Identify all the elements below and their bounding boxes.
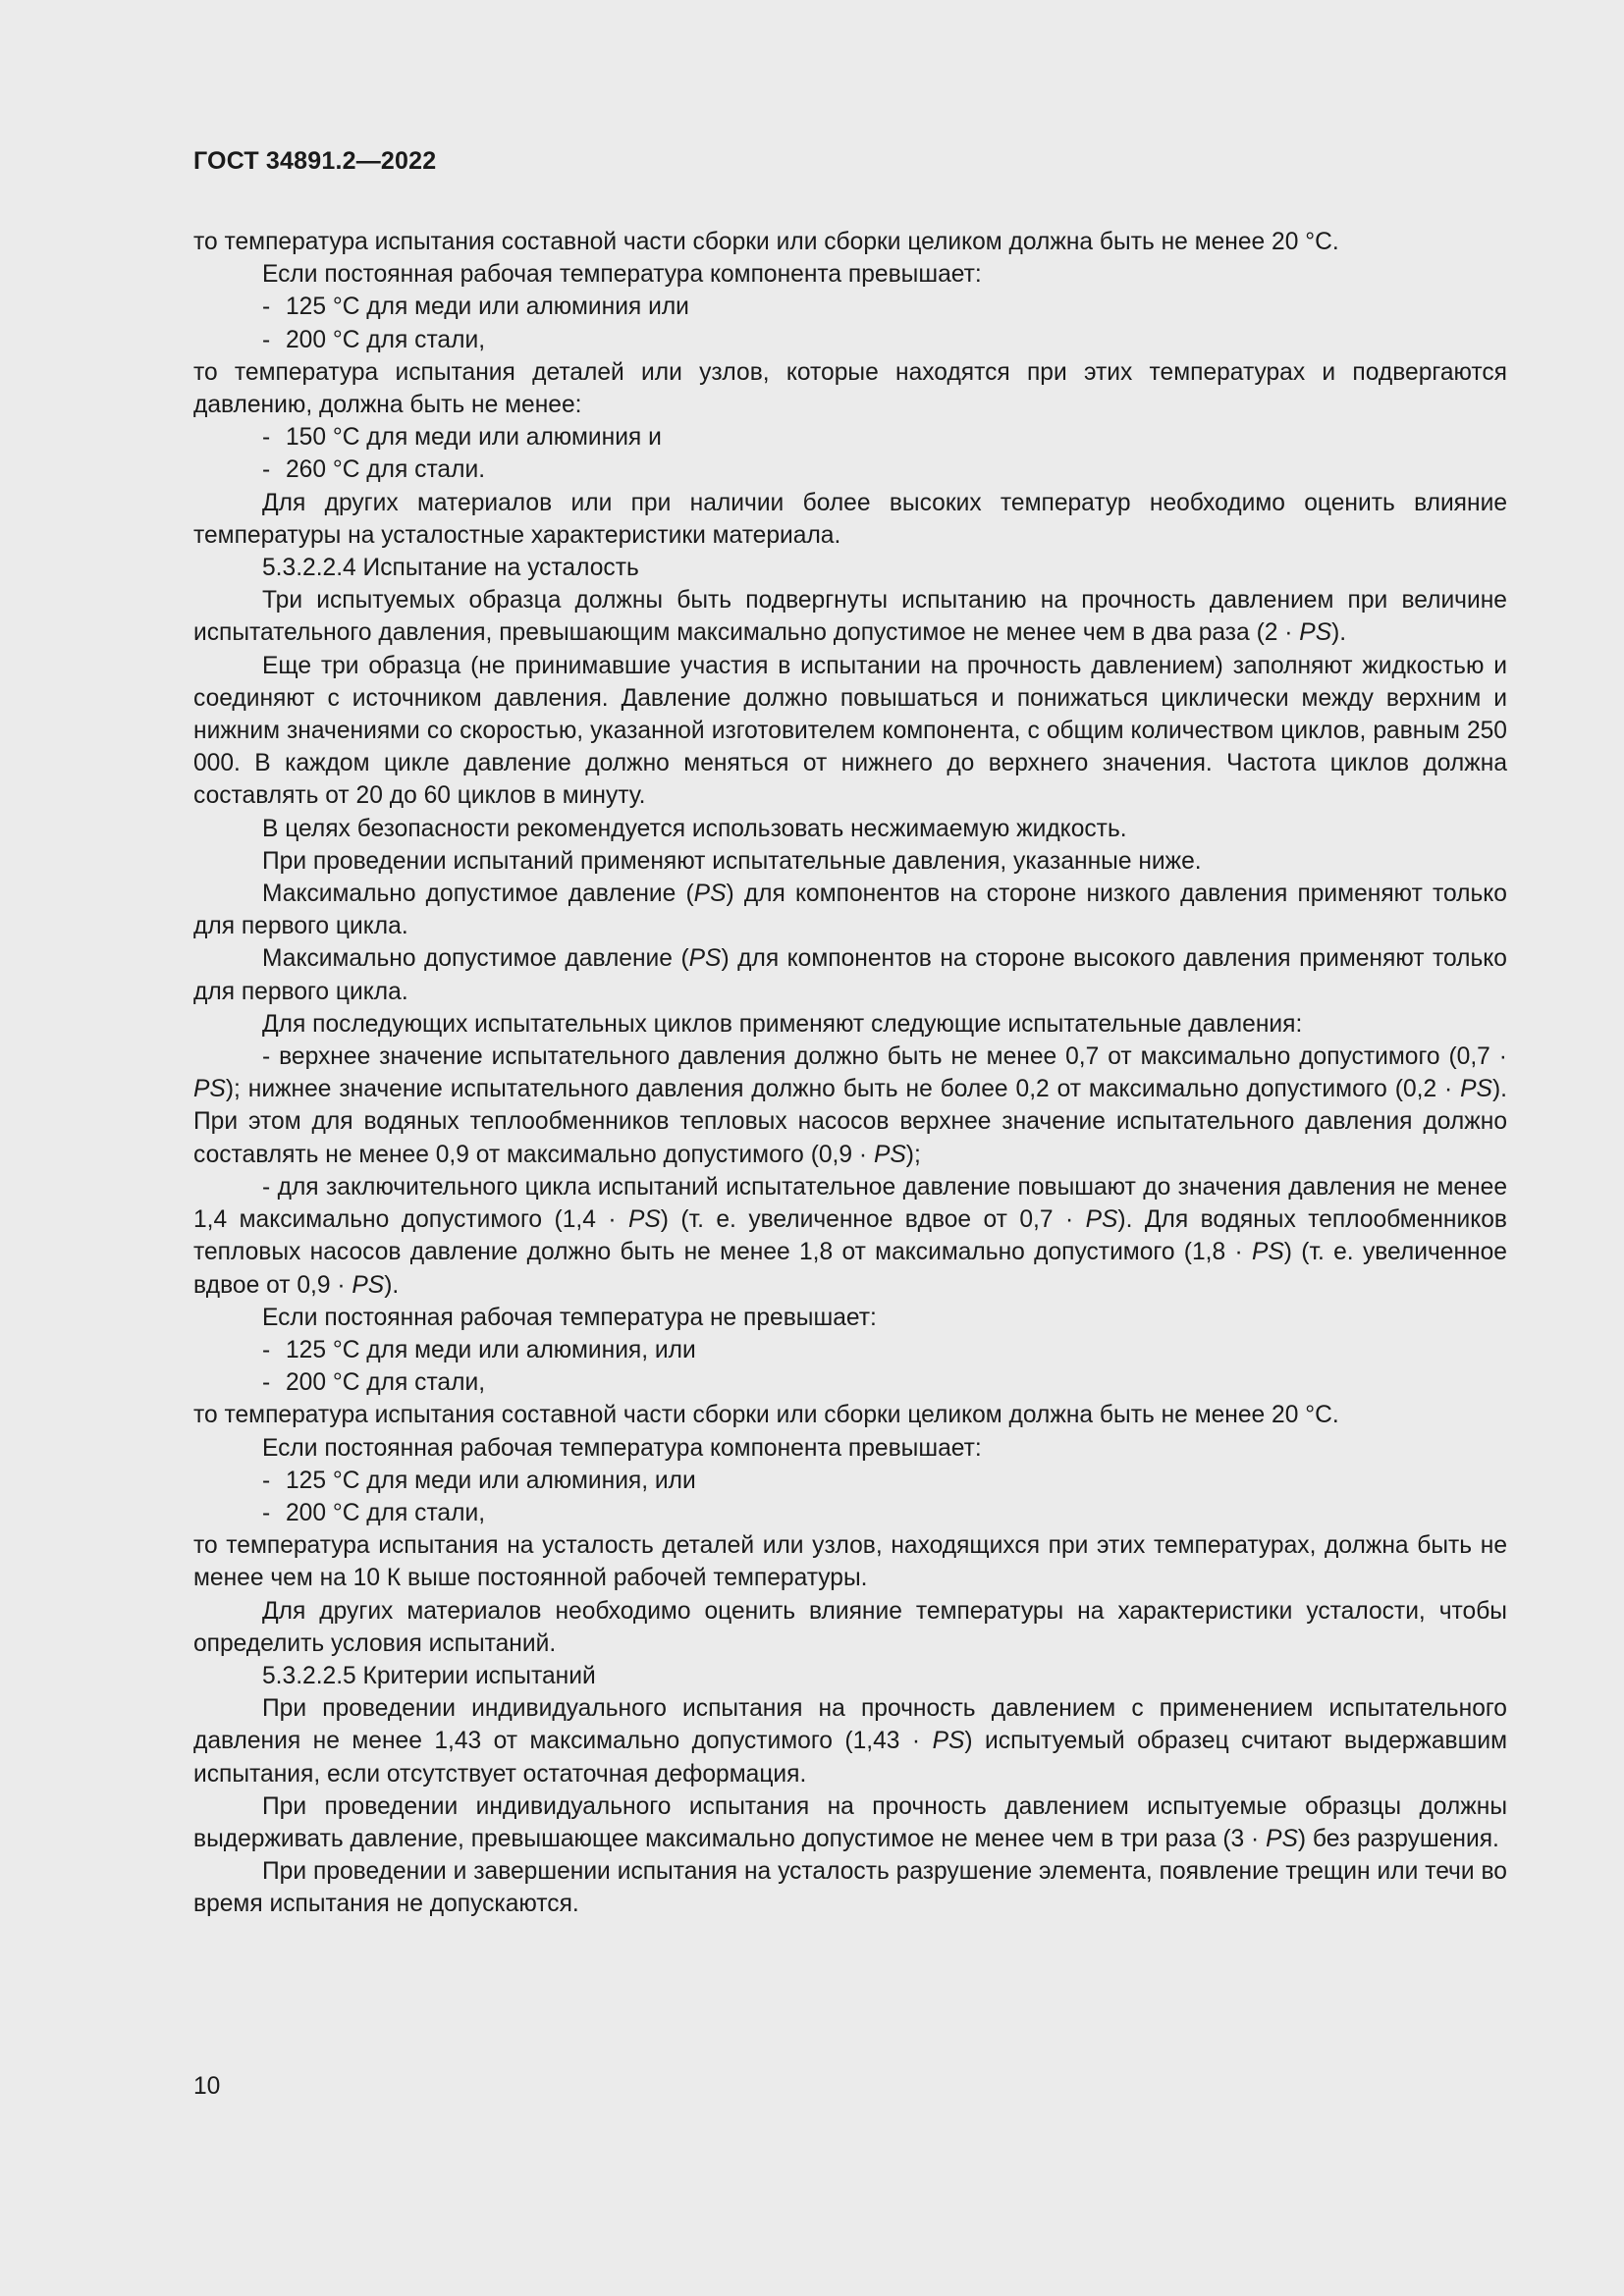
paragraph: Если постоянная рабочая температура компонента превышает:: [262, 261, 982, 289]
paragraph: При проведении индивидуального испытания на прочность давлением с применением испытательного давления не менее 1,43 от максимально допустимого (1,43 · PS) испытуемый образец считают выдержавшим испытания, если отсутствует остаточная деформация.: [193, 1695, 1508, 1788]
paragraph: При проведении и завершении испытания на усталость разрушение элемента, появление трещин или течи во время испытания не допускаются.: [193, 1858, 1507, 1918]
list-item: - 200 °C для стали,: [262, 1369, 486, 1397]
paragraph: Для других материалов или при наличии более высоких температур необходимо оценить влияние температуры на усталостные характеристики материала.: [193, 489, 1507, 549]
list-item: - 125 °C для меди или алюминия, или: [262, 1467, 696, 1494]
paragraph: то температура испытания составной части сборки или сборки целиком должна быть не менее 20 °C.: [193, 1402, 1339, 1429]
paragraph: Максимально допустимое давление (PS) для компонентов на стороне высокого давления применяют только для первого цикла.: [193, 945, 1507, 1005]
list-item: - 150 °C для меди или алюминия и: [262, 424, 662, 452]
list-item: - 125 °C для меди или алюминия, или: [262, 1336, 696, 1363]
list-item: - 260 °C для стали.: [262, 456, 486, 484]
list-item: - 200 °C для стали,: [262, 326, 486, 353]
paragraph: - верхнее значение испытательного давления должно быть не менее 0,7 от максимально допустимого (0,7 · PS); нижнее значение испытательного давления должно быть не более 0,2 от максимально допустимого (0,2 · PS). При этом для водяных теплообменников тепловых насосов верхнее значение испытательного давления должно составлять не менее 0,9 от максимально допустимого (0,9 · PS);: [193, 1043, 1507, 1168]
paragraph: Если постоянная рабочая температура не превышает:: [262, 1304, 877, 1331]
list-item: - 125 °C для меди или алюминия или: [262, 294, 689, 321]
paragraph: Для других материалов необходимо оценить влияние температуры на характеристики усталости, чтобы определить условия испытаний.: [193, 1597, 1507, 1657]
page-number: 10: [193, 2073, 221, 2100]
paragraph: то температура испытания составной части сборки или сборки целиком должна быть не менее 20 °C.: [193, 229, 1339, 255]
paragraph: Еще три образца (не принимавшие участия в испытании на прочность давлением) заполняют жидкостью и соединяют с источником давления. Давление должно повышаться и понижаться циклически между верхним и нижним значениями со скоростью, указанной изготовителем компонента, с общим количеством циклов, равным 250 000. В каждом цикле давление должно меняться от нижнего до верхнего значения. Частота циклов должна составлять от 20 до 60 циклов в минуту.: [193, 652, 1507, 810]
paragraph: При проведении испытаний применяют испытательные давления, указанные ниже.: [262, 847, 1202, 875]
paragraph: При проведении индивидуального испытания на прочность давлением испытуемые образцы должны выдерживать давление, превышающее максимально допустимое не менее чем в три раза (3 · PS) без разрушения.: [193, 1792, 1507, 1852]
paragraph: В целях безопасности рекомендуется использовать несжимаемую жидкость.: [262, 815, 1127, 842]
paragraph: то температура испытания деталей или узлов, которые находятся при этих температурах и подвергаются давлению, должна быть не менее:: [193, 358, 1507, 419]
document-number-header: ГОСТ 34891.2—2022: [193, 147, 437, 175]
paragraph: Если постоянная рабочая температура компонента превышает:: [262, 1434, 982, 1462]
paragraph: 5.3.2.2.5 Критерии испытаний: [262, 1662, 596, 1689]
paragraph: Три испытуемых образца должны быть подвергнуты испытанию на прочность давлением при величине испытательного давления, превышающим максимально допустимое не менее чем в два раза (2 · PS).: [193, 587, 1507, 647]
paragraph: Для последующих испытательных циклов применяют следующие испытательные давления:: [262, 1010, 1303, 1038]
paragraph: то температура испытания на усталость деталей или узлов, находящихся при этих температурах, должна быть не менее чем на 10 К выше постоянной рабочей температуры.: [193, 1532, 1507, 1592]
paragraph: 5.3.2.2.4 Испытание на усталость: [262, 555, 639, 582]
paragraph: Максимально допустимое давление (PS) для компонентов на стороне низкого давления применяют только для первого цикла.: [193, 881, 1507, 940]
list-item: - 200 °C для стали,: [262, 1499, 486, 1526]
paragraph: - для заключительного цикла испытаний испытательное давление повышают до значения давления не менее 1,4 максимально допустимого (1,4 · PS) (т. е. увеличенное вдвое от 0,7 · PS). Для водяных теплообменников тепловых насосов давление должно быть не менее 1,8 от максимально допустимого (1,8 · PS) (т. е. увеличенное вдвое от 0,9 · PS).: [193, 1173, 1507, 1299]
document-body: [193, 226, 1507, 1921]
